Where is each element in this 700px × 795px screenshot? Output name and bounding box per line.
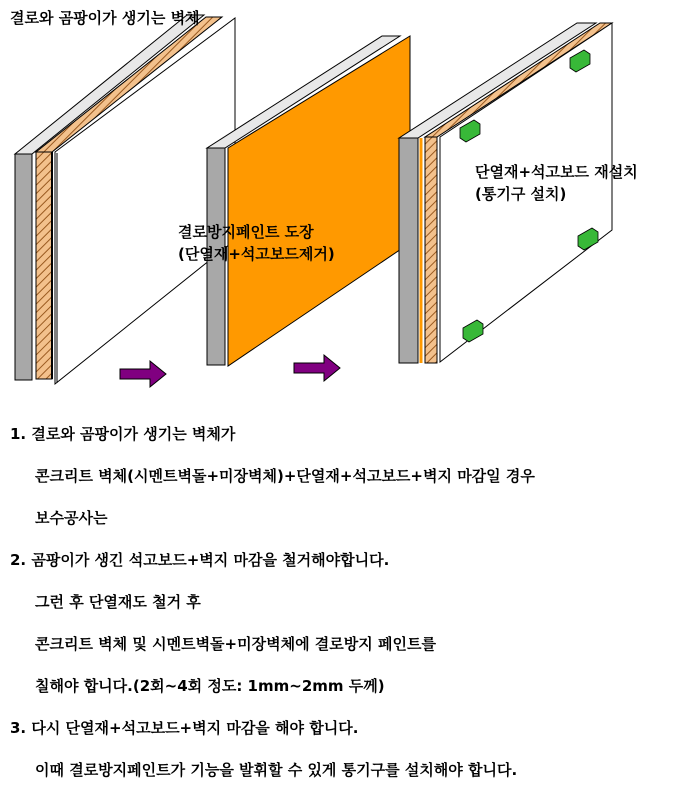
step-2-heading: 2. 곰팡이가 생긴 석고보드+벽지 마감을 철거해야합니다. [10, 551, 390, 569]
step-2-line: 콘크리트 벽체 및 시멘트벽돌+미장벽체에 결로방지 페인트를 [35, 635, 436, 653]
wall-1 [15, 15, 235, 384]
step-3-line: 이때 결로방지페인트가 기능을 발휘할 수 있게 통기구를 설치해야 합니다. [35, 761, 518, 779]
wall-1-insulation [36, 152, 52, 379]
step-1-line: 보수공사는 [35, 509, 108, 527]
step-1-heading: 1. 결로와 곰팡이가 생기는 벽체가 [10, 425, 236, 443]
stage2-sublabel: (단열재+석고보드제거) [178, 245, 335, 263]
arrow-right-icon [294, 355, 340, 381]
wall-2 [207, 36, 410, 366]
diagram-title: 결로와 곰팡이가 생기는 벽체 [10, 9, 200, 27]
step-2-line: 칠해야 합니다.(2회~4회 정도: 1mm~2mm 두께) [35, 677, 385, 695]
stage3-sublabel: (통기구 설치) [475, 185, 567, 203]
stage3-label: 단열재+석고보드 재설치 [475, 163, 638, 181]
wall-3-insulation [425, 137, 437, 363]
step-1-line: 콘크리트 벽체(시멘트벽돌+미장벽체)+단열재+석고보드+벽지 마감일 경우 [35, 467, 535, 485]
wall-1-concrete [15, 154, 32, 380]
stage2-label: 결로방지페인트 도장 [178, 223, 314, 241]
wall-3-concrete [399, 138, 418, 363]
step-2-line: 그런 후 단열재도 철거 후 [35, 593, 201, 611]
arrow-right-icon [120, 361, 166, 387]
step-3-heading: 3. 다시 단열재+석고보드+벽지 마감을 해야 합니다. [10, 719, 359, 737]
